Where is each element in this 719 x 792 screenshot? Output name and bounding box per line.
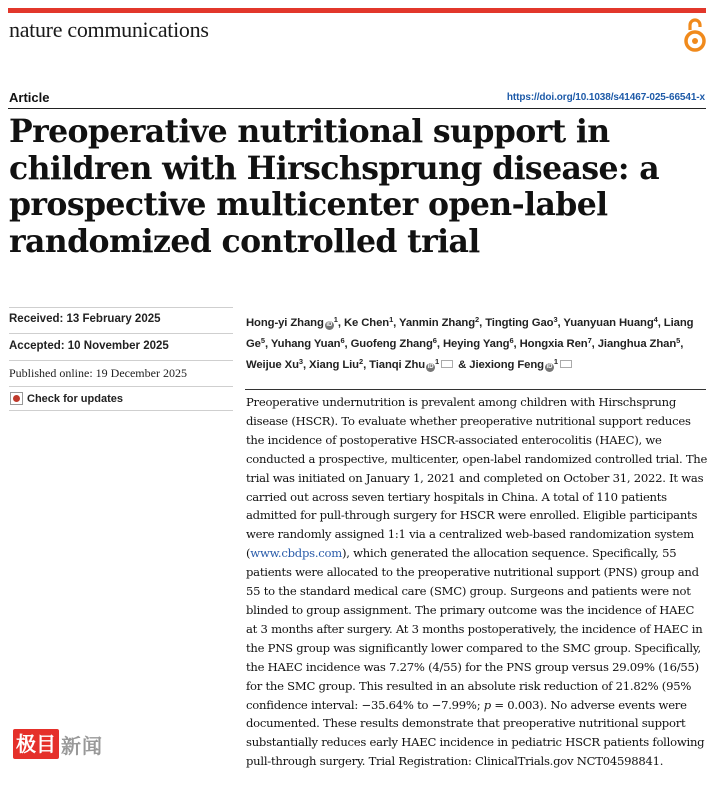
check-for-updates-icon[interactable]	[10, 392, 23, 405]
author-list	[246, 311, 711, 374]
author-separator: ,	[513, 338, 520, 350]
author-separator: ,	[344, 338, 351, 350]
doi-link[interactable]: https://doi.org/10.1038/s41467-025-66541-x	[506, 92, 705, 103]
published-date: Published online: 19 December 2025	[9, 366, 187, 380]
sidebar-divider	[9, 386, 233, 387]
affiliation-number: 4	[653, 315, 658, 324]
watermark-badge: 极目	[13, 729, 59, 759]
author-name[interactable]: Hongxia Ren	[519, 338, 588, 350]
abstract-text: Preoperative undernutrition is prevalent among children with Hirschsprung disease (HSCR). To evaluate whether preoperative nutritional support reduces the incidence of postoperative HSCR-associated enterocolitis (HAEC), we conducted a prospective, multicenter, open-label randomized controlled trial. The trial was initiated on January 1, 2021 and completed on October 31, 2022. It was carried out across seven tertiary hospitals in China. A total of 110 patients admitted for pull-through surgery for HSCR were enrolled. Eligible participants were randomly assigned 1:1 via a centralized web-based randomization system (	[246, 395, 708, 561]
sidebar-divider	[9, 360, 233, 361]
author-name[interactable]: Weijue Xu	[246, 359, 299, 371]
orcid-icon[interactable]: iD	[427, 364, 434, 370]
orcid-icon[interactable]: iD	[326, 322, 333, 328]
author-name[interactable]: Jianghua Zhan	[597, 338, 677, 350]
affiliation-number: 6	[340, 336, 345, 345]
author-entry	[469, 359, 574, 371]
author-name[interactable]: Tingting Gao	[485, 317, 554, 329]
abstract-text: = 0.003). No adverse events were documented. These results demonstrate that preoperative nutritional support substantially reduces early HAEC incidence in pediatric HSCR patients following pull-through surgery. Trial Registration: ClinicalTrials.gov NCT04598841.	[246, 697, 705, 769]
orcid-icon[interactable]: iD	[546, 364, 553, 370]
author-separator: ,	[436, 338, 443, 350]
author-entry	[351, 338, 443, 350]
author-separator: &	[455, 359, 470, 371]
abstract-divider	[245, 389, 706, 390]
author-separator: ,	[591, 338, 598, 350]
author-name[interactable]: Yuhang Yuan	[270, 338, 341, 350]
author-separator: ,	[680, 338, 684, 350]
email-icon[interactable]	[560, 360, 572, 368]
p-value-symbol: p	[483, 697, 491, 712]
author-separator: ,	[264, 338, 271, 350]
author-name[interactable]: Yuanyuan Huang	[563, 317, 654, 329]
journal-accent-bar	[8, 8, 706, 13]
author-separator: ,	[479, 317, 486, 329]
affiliation-number: 5	[260, 336, 265, 345]
article-type-label: Article	[9, 90, 50, 105]
article-title: Preoperative nutritional support in children with Hirschsprung disease: a prospective multicenter open-label randomized controlled trial	[9, 113, 660, 260]
abstract-text: ), which generated the allocation sequence. Specifically, 55 patients were allocated to the preoperative nutritional support (PNS) group and 55 to the standard medical care (SMC) group. Surgeons and patients were not blinded to group assignment. The primary outcome was the incidence of HAEC at 3 months after surgery. At 3 months postoperatively, the incidence of HAEC in the PNS group was significantly lower compared to the SMC group. Specifically, the HAEC incidence was 7.27% (4/55) for the PNS group versus 29.09% (16/55) for the SMC group. This resulted in an absolute risk reduction of 21.82% (95% confidence interval: −35.64% to −7.99%;	[246, 546, 703, 712]
email-icon[interactable]	[441, 360, 453, 368]
author-separator: ,	[337, 317, 344, 329]
author-separator: ,	[393, 317, 400, 329]
author-separator: ,	[363, 359, 370, 371]
received-date: Received: 13 February 2025	[9, 313, 161, 325]
check-for-updates-link[interactable]: Check for updates	[27, 393, 123, 405]
watermark-text: 新闻	[61, 733, 103, 758]
sidebar-divider	[9, 307, 233, 308]
author-entry	[271, 338, 351, 350]
accepted-date: Accepted: 10 November 2025	[9, 340, 169, 352]
author-name[interactable]: Yanmin Zhang	[399, 317, 476, 329]
journal-name[interactable]: nature communications	[9, 17, 209, 42]
author-entry	[520, 338, 598, 350]
affiliation-number: 1	[389, 315, 394, 324]
author-name[interactable]: Ke Chen	[343, 317, 390, 329]
author-entry	[485, 317, 563, 329]
randomization-system-link[interactable]: www.cbdps.com	[250, 546, 342, 561]
author-entry	[309, 359, 369, 371]
affiliation-number: 3	[298, 357, 303, 366]
sidebar-divider	[9, 333, 233, 334]
author-entry	[399, 317, 485, 329]
affiliation-number: 2	[475, 315, 480, 324]
affiliation-number: 5	[676, 336, 681, 345]
author-name[interactable]: Hong-yi Zhang	[246, 317, 324, 329]
author-entry	[443, 338, 520, 350]
author-entry	[246, 359, 309, 371]
author-separator: ,	[302, 359, 310, 371]
affiliation-number: 1	[333, 315, 338, 324]
author-entry	[344, 317, 399, 329]
affiliation-number: 7	[587, 336, 592, 345]
author-entry	[246, 317, 344, 329]
author-name[interactable]: Xiang Liu	[309, 359, 359, 371]
author-name[interactable]: Heying Yang	[442, 338, 510, 350]
author-separator: ,	[557, 317, 564, 329]
author-entry	[598, 338, 684, 350]
author-name[interactable]: Jiexiong Feng	[469, 359, 544, 371]
affiliation-number: 1	[553, 357, 558, 366]
header-divider	[8, 108, 706, 109]
author-entry	[563, 317, 663, 329]
news-watermark-logo	[13, 728, 103, 760]
author-entry	[369, 359, 469, 371]
abstract	[246, 393, 708, 771]
affiliation-number: 6	[432, 336, 437, 345]
author-name[interactable]: Tianqi Zhu	[369, 359, 426, 371]
author-separator: ,	[657, 317, 664, 329]
affiliation-number: 2	[358, 357, 364, 366]
affiliation-number: 3	[553, 315, 558, 324]
open-access-lock-icon	[683, 15, 707, 53]
author-name[interactable]: Guofeng Zhang	[350, 338, 433, 350]
affiliation-number: 1	[435, 357, 440, 366]
sidebar-divider	[9, 410, 233, 411]
affiliation-number: 6	[509, 336, 514, 345]
author-name[interactable]: Liang Ge	[246, 317, 694, 350]
